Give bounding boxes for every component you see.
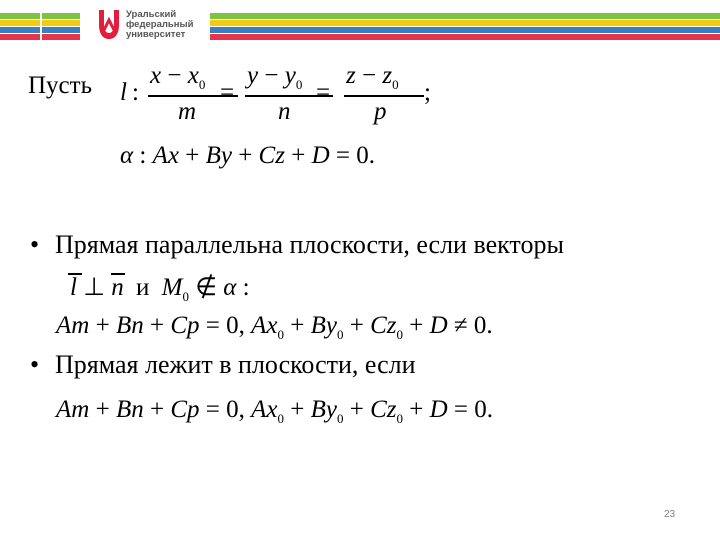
line-eq-equals-1: = (220, 79, 235, 106)
parallel-formula: Am + Bn + Cp = 0, $Ax_0 + By_0 + Cz_0 + D \ne 0$. (56, 312, 493, 342)
header-stripe-red-3 (210, 34, 720, 40)
line-eq-semicolon: ; (424, 79, 431, 106)
line-eq-num-z: $z - z_0$ (346, 62, 399, 92)
header-stripe-yellow-2 (42, 20, 80, 26)
bullet-2-symbol: • (30, 350, 40, 379)
line-eq-den-p: p (374, 98, 387, 125)
intro-label: Пусть (28, 72, 92, 99)
header-stripe-green (0, 13, 40, 19)
header-stripe-blue (0, 27, 40, 33)
university-logo-icon (96, 8, 122, 42)
line-eq-colon: : (132, 79, 139, 106)
header-bar (0, 0, 720, 48)
lies-in-plane-formula: Am + Bn + Cp = 0, $Ax_0 + By_0 + Cz_0 + D = 0$. (56, 396, 494, 426)
header-stripe-green-3 (210, 13, 720, 19)
line-eq-den-m: m (178, 98, 197, 125)
header-stripe-red-2 (42, 34, 80, 40)
parallel-condition: l ⊥ n и $M_0$ ∉ α : (70, 274, 250, 304)
logo-text-line3: университет (126, 29, 186, 40)
bullet-2-text: Прямая лежит в плоскости, если (55, 350, 416, 379)
conjunction-and: и (135, 274, 150, 301)
header-stripe-yellow (0, 20, 40, 26)
logo-text-line2: федеральный (126, 19, 194, 30)
line-eq-num-y: $y - y_0$ (247, 62, 303, 92)
line-eq-equals-2: = (316, 79, 331, 106)
line-eq-l: l (120, 79, 127, 106)
bullet-1-symbol: • (30, 230, 40, 259)
line-eq-fraction-bar-3 (344, 95, 424, 97)
header-stripe-green-2 (42, 13, 80, 19)
bullet-1-text: Прямая параллельна плоскости, если векторы (55, 230, 564, 259)
line-eq-num-x: $x - x_0$ (150, 62, 206, 92)
logo-text-line1: Уральский (126, 9, 177, 20)
header-stripe-blue-3 (210, 27, 720, 33)
header-stripe-blue-2 (42, 27, 80, 33)
line-eq-den-n: n (278, 98, 291, 125)
header-stripe-red (0, 34, 40, 40)
plane-equation: α : Ax + By + Cz + D = 0. (120, 142, 375, 169)
header-stripe-yellow-3 (210, 20, 720, 26)
line-equation (120, 62, 440, 134)
page-number: 23 (664, 509, 676, 520)
